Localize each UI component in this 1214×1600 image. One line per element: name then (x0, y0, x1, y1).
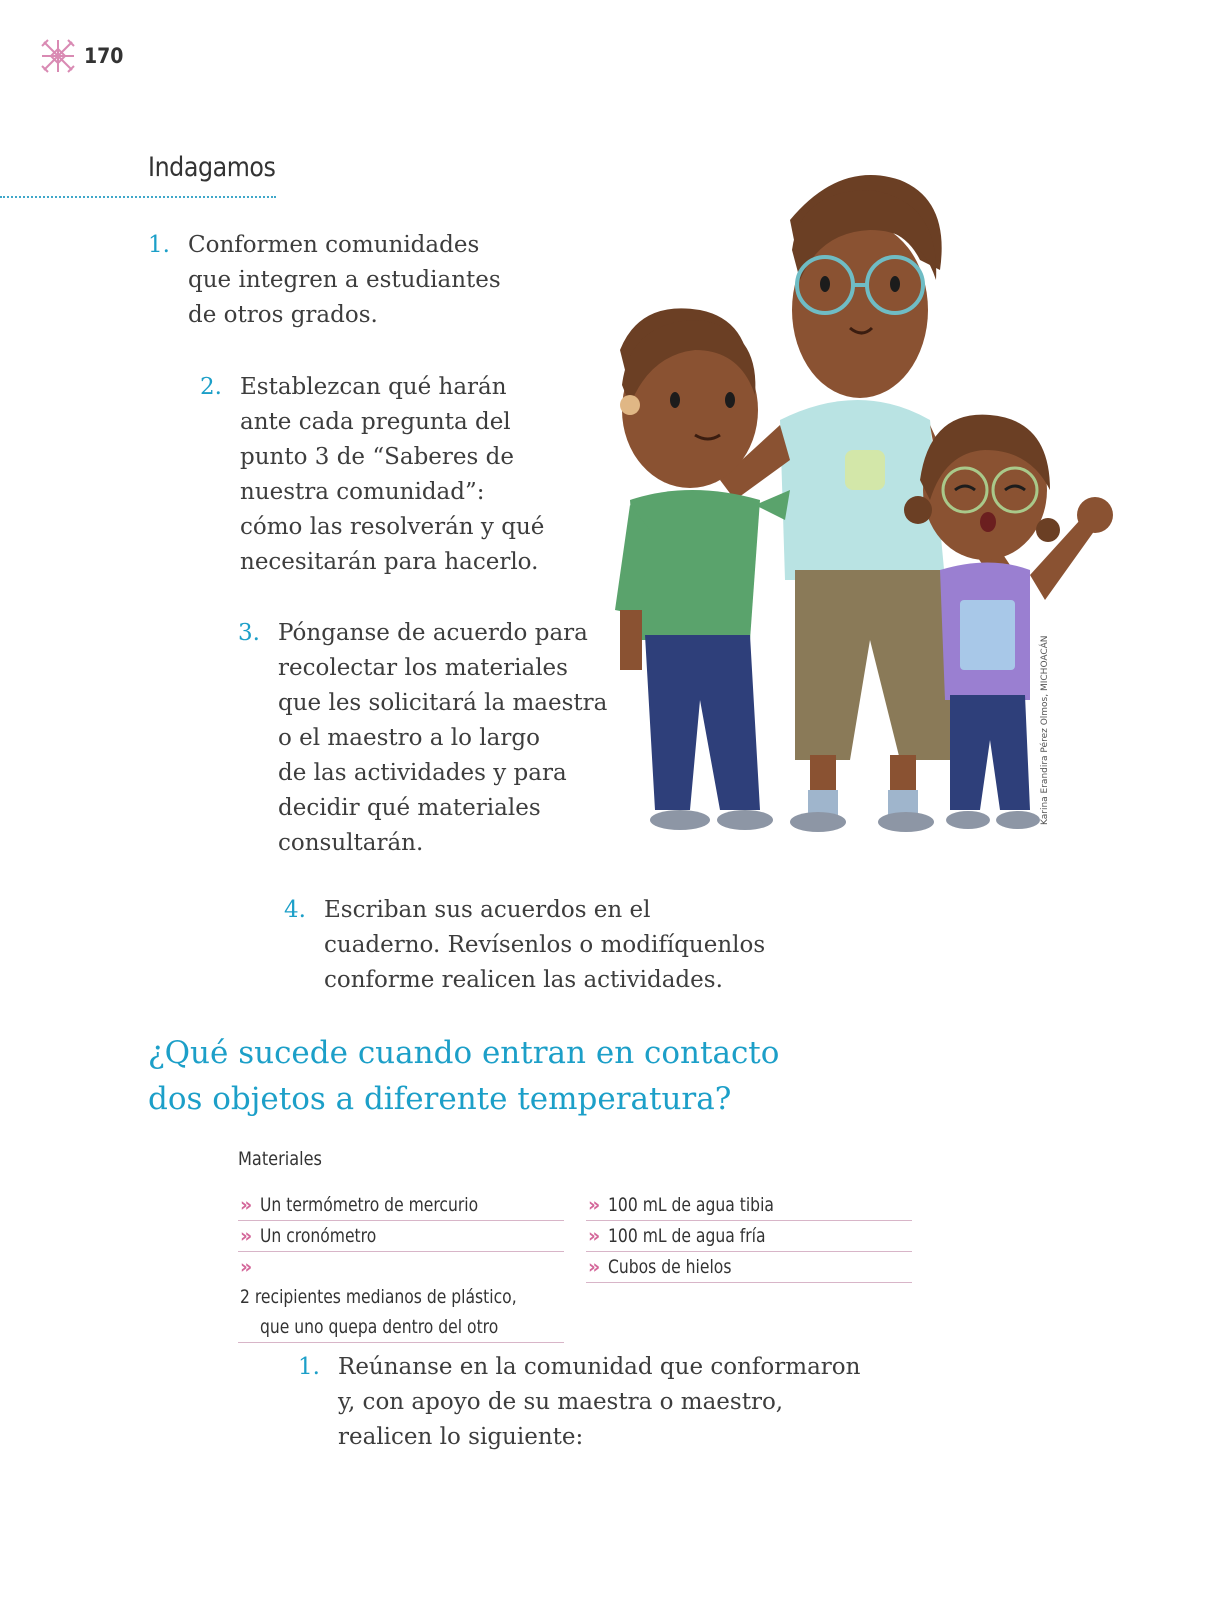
step-number: 3. (238, 620, 260, 646)
bullet-icon: » (240, 1256, 253, 1278)
children-illustration (600, 160, 1140, 850)
decorative-star-icon (40, 38, 76, 74)
step-line: necesitarán para hacerlo. (240, 549, 539, 575)
step-line: de las actividades y para (278, 760, 567, 786)
step-line: punto 3 de “Saberes de (240, 444, 514, 470)
page-header (40, 38, 123, 74)
page-number: 170 (84, 44, 124, 68)
bullet-icon: » (588, 1225, 601, 1247)
section-divider (0, 196, 276, 198)
section-title: Indagamos (148, 152, 276, 183)
material-text: 100 mL de agua fría (608, 1225, 766, 1247)
step-line: consultarán. (278, 830, 424, 856)
material-text: 2 recipientes medianos de plástico, (240, 1286, 517, 1308)
question-heading (148, 1030, 779, 1122)
bullet-icon: » (588, 1256, 601, 1278)
step-line: Establezcan qué harán (240, 374, 507, 400)
step-1 (148, 228, 501, 333)
step-line: Pónganse de acuerdo para (278, 620, 588, 646)
material-item (238, 1252, 564, 1343)
step-number: 4. (284, 897, 306, 923)
step-line: realicen lo siguiente: (338, 1424, 584, 1450)
step-line: Conformen comunidades (188, 232, 480, 258)
material-text: Un cronómetro (260, 1225, 377, 1247)
materials-title: Materiales (238, 1148, 322, 1170)
bullet-icon: » (588, 1194, 601, 1216)
step-number: 1. (148, 232, 170, 258)
step-line: nuestra comunidad”: (240, 479, 485, 505)
step-text (188, 228, 501, 333)
step-line: que les solicitará la maestra (278, 690, 608, 716)
material-text: 100 mL de agua tibia (608, 1194, 774, 1216)
left-child-figure (615, 308, 790, 830)
step-4 (284, 893, 765, 998)
step-line: conforme realicen las actividades. (324, 967, 723, 993)
step-line: Escriban sus acuerdos en el (324, 897, 651, 923)
step-line: cómo las resolverán y qué (240, 514, 545, 540)
step-line: o el maestro a lo largo (278, 725, 540, 751)
step-line: cuaderno. Revísenlos o modifíquenlos (324, 932, 766, 958)
step-line: que integren a estudiantes (188, 267, 501, 293)
step-2 (200, 370, 544, 580)
step-text (324, 893, 765, 998)
material-item (238, 1221, 564, 1252)
materials-list-left (238, 1190, 564, 1343)
material-item (238, 1190, 564, 1221)
material-item (586, 1252, 912, 1283)
step-line: de otros grados. (188, 302, 378, 328)
activity-step-1 (298, 1350, 860, 1455)
illustration-credit: Karina Erandira Pérez Olmos, MICHOACÁN (1040, 635, 1050, 825)
step-3 (238, 616, 607, 861)
step-line: Reúnanse en la comunidad que conformaron (338, 1354, 861, 1380)
question-line: dos objetos a diferente temperatura? (148, 1081, 732, 1117)
step-text (278, 616, 607, 861)
material-item (586, 1221, 912, 1252)
material-text: Cubos de hielos (608, 1256, 732, 1278)
question-line: ¿Qué sucede cuando entran en contacto (148, 1035, 780, 1071)
material-text: Un termómetro de mercurio (260, 1194, 479, 1216)
step-line: y, con apoyo de su maestra o maestro, (338, 1389, 784, 1415)
step-number: 1. (298, 1354, 320, 1380)
step-line: recolectar los materiales (278, 655, 568, 681)
step-line: decidir qué materiales (278, 795, 541, 821)
bullet-icon: » (240, 1225, 253, 1247)
step-line: ante cada pregunta del (240, 409, 511, 435)
bullet-icon: » (240, 1194, 253, 1216)
step-text (338, 1350, 860, 1455)
material-item (586, 1190, 912, 1221)
step-text (240, 370, 544, 580)
materials-list-right (586, 1190, 912, 1283)
step-number: 2. (200, 374, 222, 400)
material-text: que uno quepa dentro del otro (260, 1316, 499, 1338)
